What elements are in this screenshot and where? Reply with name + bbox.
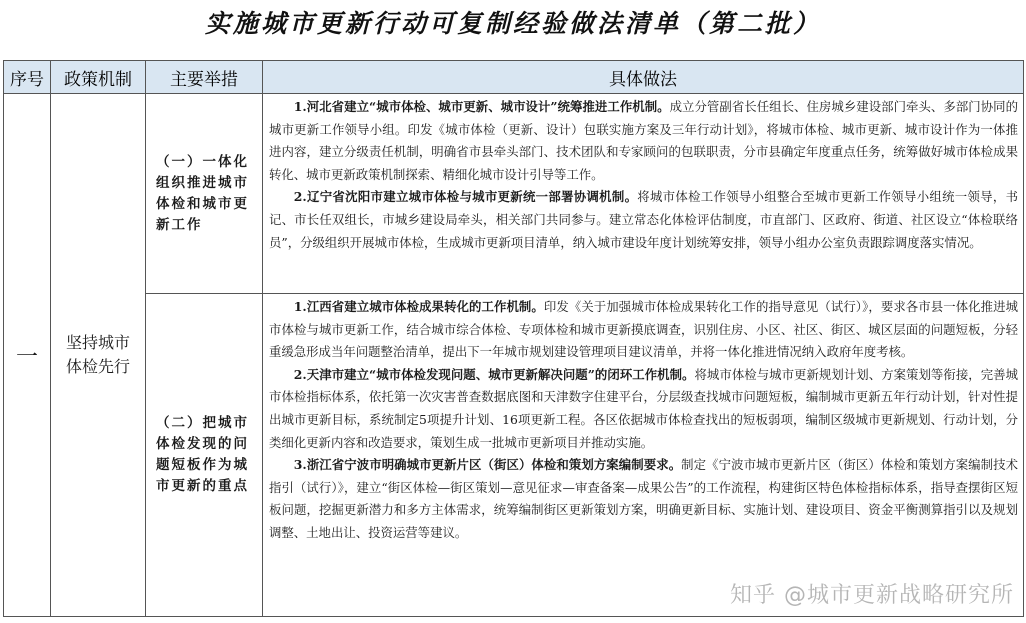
policy-text: 坚持城市体检先行 <box>66 333 131 376</box>
policy-table <box>3 60 1024 617</box>
detail-item <box>269 364 1018 454</box>
detail-body: 成立分管副省长任组长、住房城乡建设部门牵头、多部门协同的城市更新工作领导小组。印发《城市体检（更新、设计）包联实施方案及三年行动计划》，将城市体检、城市更新、城市设计作为一体推进内容，建立分级责任机制，明确省市县牵头部门、技术团队和专家顾问的包联职责，分市县确定年度重点任务，统筹做好城市体检成果转化、城市更新政策机制探索、精细化城市设计引导等工作。 <box>269 99 1018 182</box>
detail-heading: 2.辽宁省沈阳市建立城市体检与城市更新统一部署协调机制。 <box>293 189 638 205</box>
row-number: 一 <box>4 94 51 617</box>
table-row <box>4 94 1024 294</box>
detail-item <box>269 454 1018 544</box>
detail-body: 将城市体检与城市更新规划计划、方案策划等衔接，完善城市体检指标体系，依托第一次灾害普查数据底图和天津数字住建平台，分层级查找城市问题短板，编制城市更新五年行动计划，针对性提出城市更新目标，系统制定5项提升计划、16项更新工程。各区依据城市体检查找出的短板弱项，编制区级城市更新规划、行动计划，分类细化更新内容和改造要求，策划生成一批城市更新项目并推动实施。 <box>269 366 1018 450</box>
watermark: 知乎 @城市更新战略研究所 <box>730 583 1014 608</box>
detail-item <box>269 296 1018 364</box>
detail-cell-2 <box>263 294 1024 617</box>
measure-label: （二）把城市体检发现的问题短板作为城市更新的重点 <box>156 415 249 494</box>
header-policy: 政策机制 <box>51 61 146 94</box>
detail-body: 印发《关于加强城市体检成果转化工作的指导意见（试行）》，要求各市县一体化推进城市体检与城市更新工作，结合城市综合体检、专项体检和城市更新摸底调查，识别住房、小区、社区、街区、城区层面的问题短板，分轻重缓急形成当年问题整治清单，提出下一年城市规划建设管理项目建议清单，并将一体化推进情况纳入政府年度考核。 <box>269 299 1019 360</box>
detail-heading: 1.河北省建立“城市体检、城市更新、城市设计”统筹推进工作机制。 <box>293 99 670 114</box>
detail-heading: 2.天津市建立“城市体检发现问题、城市更新解决问题”的闭环工作机制。 <box>293 366 695 382</box>
measure-cell-2 <box>146 294 263 617</box>
detail-item <box>269 96 1018 186</box>
header-measure: 主要举措 <box>146 61 263 94</box>
detail-body: 制定《宁波市城市更新片区（街区）体检和策划方案编制技术指引（试行）》，建立“街区体检—街区策划—意见征求—审查备案—成果公告”的工作流程，构建街区特色体检指标体系，指导查摆街区短板问题，挖掘更新潜力和多方主体需求，统筹编制街区更新策划方案，明确更新目标、实施计划、建设项目、资金平衡测算指引以及规划调整、土地出让、投资运营等建议。 <box>269 457 1018 540</box>
detail-heading: 3.浙江省宁波市明确城市更新片区（街区）体检和策划方案编制要求。 <box>293 457 682 473</box>
document-title: 实施城市更新行动可复制经验做法清单（第二批） <box>204 9 821 38</box>
detail-item <box>269 186 1018 254</box>
table-row <box>4 294 1024 617</box>
detail-heading: 1.江西省建立城市体检成果转化的工作机制。 <box>293 299 544 314</box>
header-detail: 具体做法 <box>263 61 1024 94</box>
policy-cell <box>51 94 146 617</box>
table-header-row <box>4 61 1024 94</box>
detail-body: 将城市体检工作领导小组整合至城市更新工作领导小组统一领导，书记、市长任双组长，市城乡建设局牵头，相关部门共同参与。建立常态化体检评估制度，市直部门、区政府、街道、社区设立“体检联络员”，分级组织开展城市体检，生成城市更新项目清单，纳入城市建设年度计划统筹安排，领导小组办公室负责跟踪调度落实情况。 <box>269 189 1019 250</box>
measure-cell-1 <box>146 94 263 294</box>
header-no: 序号 <box>4 61 51 94</box>
measure-label: （一）一体化组织推进城市体检和城市更新工作 <box>156 153 249 233</box>
detail-cell-1 <box>263 94 1024 294</box>
